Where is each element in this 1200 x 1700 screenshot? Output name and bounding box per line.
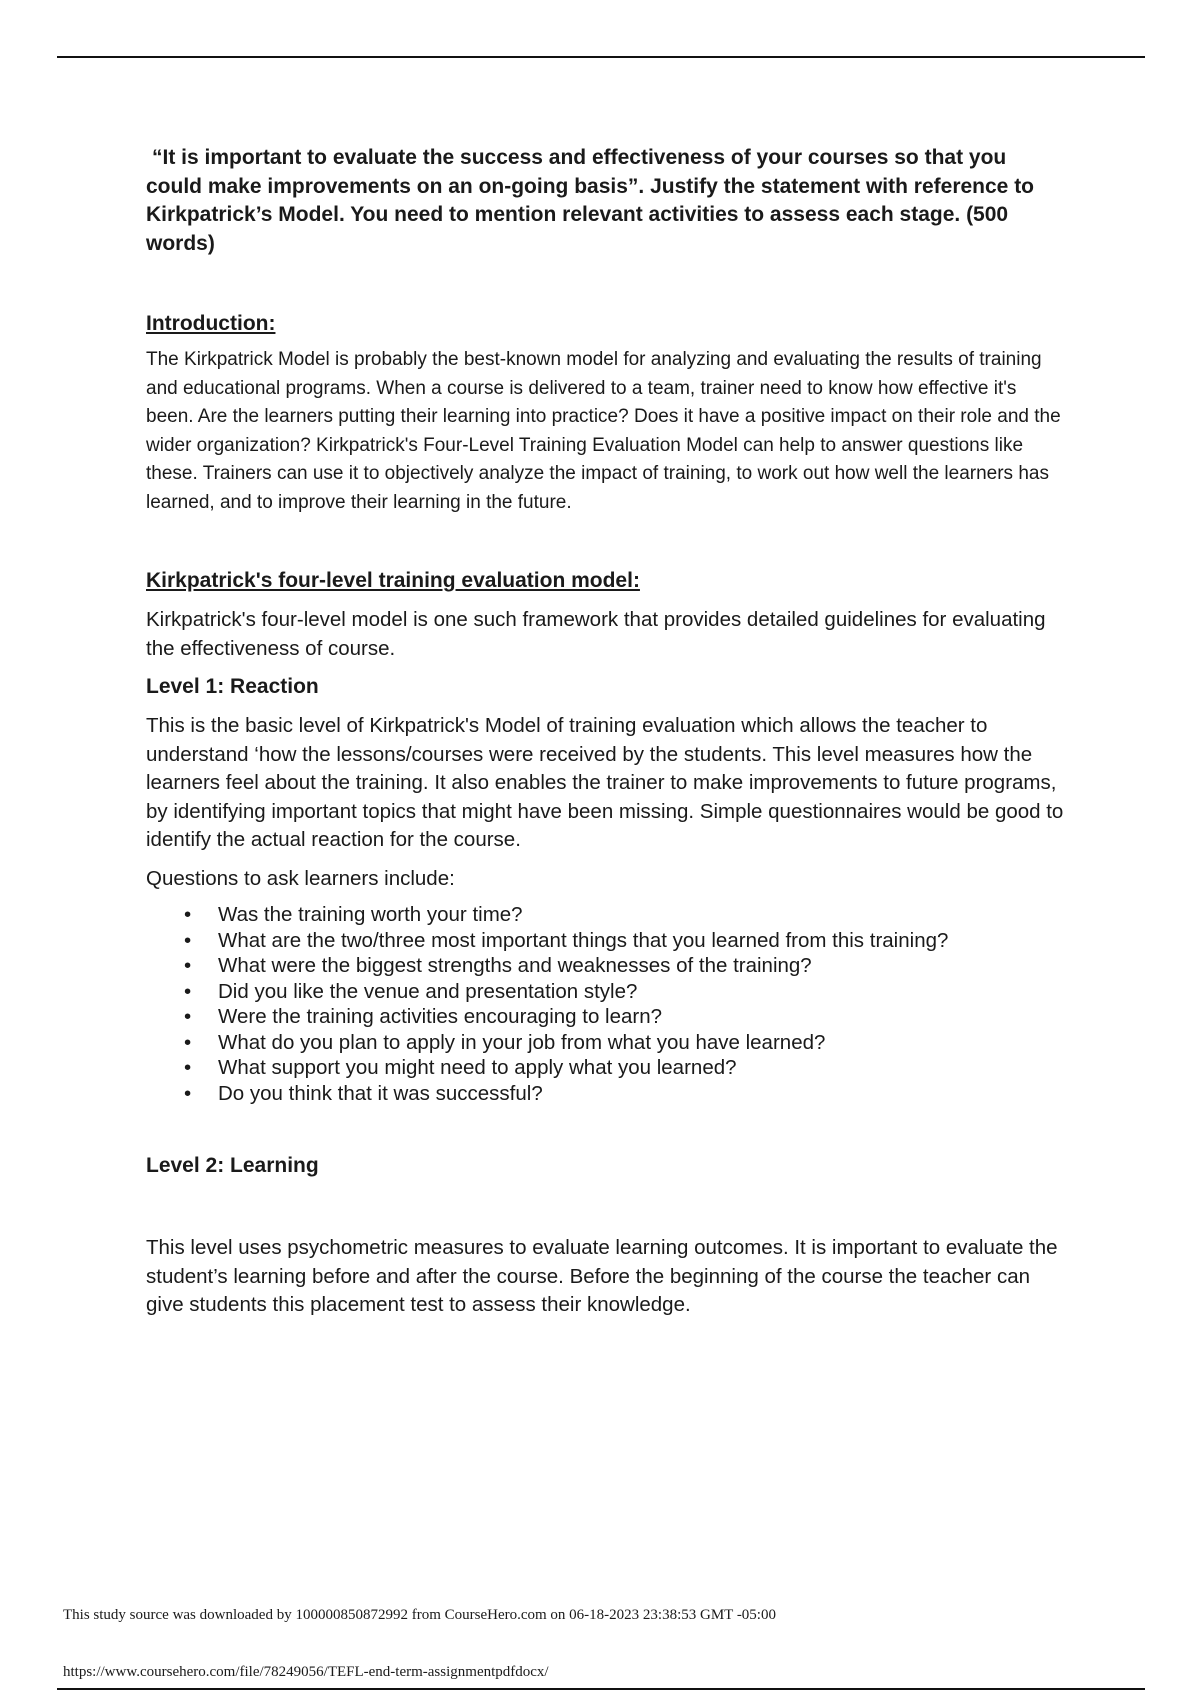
list-item: • Were the training activities encouraging to learn? bbox=[184, 1005, 663, 1028]
bullet-icon: • bbox=[184, 928, 192, 952]
source-url-link[interactable]: https://www.coursehero.com/file/78249056/TEFL-end-term-assignmentpdfdocx/ bbox=[63, 1664, 549, 1680]
level1-heading: Level 1: Reaction bbox=[146, 675, 319, 698]
introduction-text: The Kirkpatrick Model is probably the best-known model for analyzing and evaluating the results of training and educational programs. When a course is delivered to a team, trainer need to know how effective it's been. Are the learners putting their learning into practice? Does it have a positive impact on their role and the wider organization? Kirkpatrick's Four-Level Training Evaluation Model can help to answer questions like these. Trainers can use it to objectively analyze the impact of training, to work out how well the learners has learned, and to improve their learning in the future. bbox=[146, 349, 1061, 513]
questions-list bbox=[146, 902, 1066, 1106]
download-note: This study source was downloaded by 100000850872992 from CourseHero.com on 06-18-2023 23:38:53 GMT -05:00 bbox=[63, 1607, 776, 1623]
model-text: Kirkpatrick's four-level model is one such framework that provides detailed guidelines for evaluating the effectiveness of course. bbox=[146, 608, 1046, 660]
bullet-icon: • bbox=[184, 1056, 192, 1079]
list-item: • What were the biggest strengths and weaknesses of the training? bbox=[184, 954, 812, 977]
list-item: • Do you think that it was successful? bbox=[184, 1081, 543, 1105]
list-item: • Was the training worth your time? bbox=[184, 903, 523, 926]
list-item: • What do you plan to apply in your job from what you have learned? bbox=[184, 1030, 826, 1054]
introduction-heading: Introduction: bbox=[146, 312, 276, 335]
bullet-icon: • bbox=[184, 954, 192, 977]
list-item: • What are the two/three most important things that you learned from this training? bbox=[184, 928, 949, 952]
questions-intro: Questions to ask learners include: bbox=[146, 866, 455, 890]
bullet-icon: • bbox=[184, 1005, 192, 1028]
model-heading: Kirkpatrick's four-level training evaluation model: bbox=[146, 569, 640, 592]
level2-text: This level uses psychometric measures to evaluate learning outcomes. It is important to evaluate the student’s learning before and after the course. Before the beginning of the course the teacher can give students this placement test to assess their knowledge. bbox=[146, 1236, 1058, 1316]
bullet-icon: • bbox=[184, 903, 192, 926]
bottom-rule bbox=[57, 1688, 1145, 1690]
bullet-icon: • bbox=[184, 1081, 192, 1105]
bullet-icon: • bbox=[184, 1030, 192, 1054]
assignment-question: “It is important to evaluate the success and effectiveness of your courses so that you could make improvements on an on-going basis”. Justify the statement with reference to Kirkpatrick’s Model. You need to mention relevant activities to assess each stage. (500 words) bbox=[146, 146, 1035, 255]
level2-heading: Level 2: Learning bbox=[146, 1154, 319, 1177]
bullet-icon: • bbox=[184, 979, 192, 1003]
top-rule bbox=[57, 56, 1145, 58]
document-body bbox=[146, 144, 1066, 1320]
list-item: • What support you might need to apply what you learned? bbox=[184, 1056, 737, 1079]
level1-text: This is the basic level of Kirkpatrick's Model of training evaluation which allows the teacher to understand ‘how the lessons/courses were received by the students. This level measures how the learners feel about the training. It also enables the trainer to make improvements to future programs, by identifying important topics that might have been missing. Simple questionnaires would be good to identify the actual reaction for the course. bbox=[146, 714, 1064, 851]
list-item: • Did you like the venue and presentation style? bbox=[184, 979, 638, 1003]
